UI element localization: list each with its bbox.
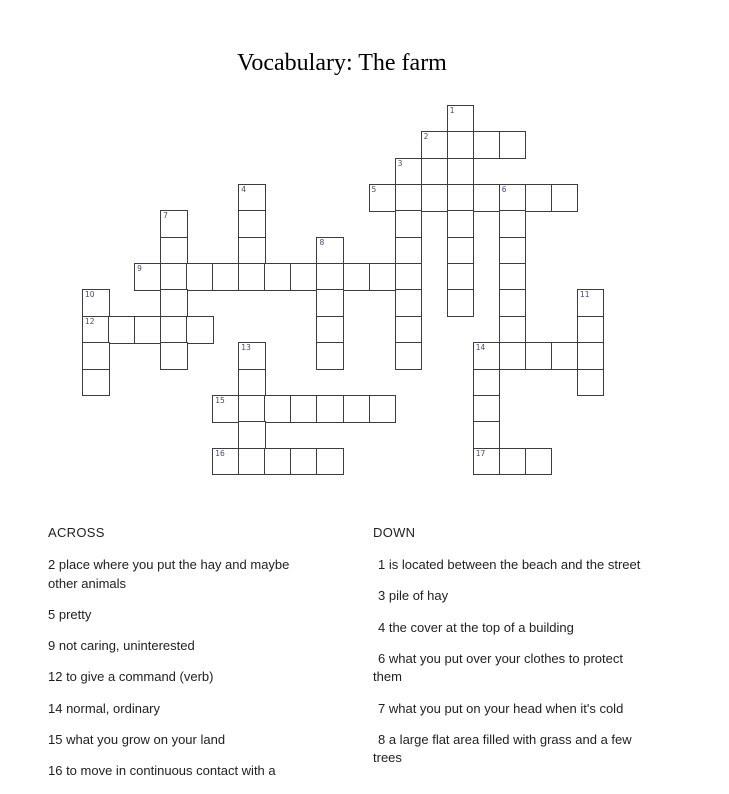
grid-cell[interactable] [499,289,527,317]
clue-item: 8 a large flat area filled with grass and a few trees [373,731,632,766]
grid-cell[interactable] [238,210,266,238]
grid-cell[interactable] [264,395,292,423]
grid-cell[interactable] [473,342,501,370]
cell-number: 12 [85,316,95,326]
grid-cell[interactable] [82,342,110,370]
clue-item: 12 to give a command (verb) [48,669,214,685]
grid-cell[interactable] [160,342,188,370]
grid-cell[interactable] [395,237,423,265]
clues-down-column [373,526,651,781]
grid-cell[interactable] [186,263,214,291]
grid-cell[interactable] [316,237,344,265]
grid-cell[interactable] [473,184,501,212]
grid-cell[interactable] [238,263,266,291]
grid-cell[interactable] [238,237,266,265]
grid-cell[interactable] [499,131,527,159]
grid-cell[interactable] [82,289,110,317]
grid-cell[interactable] [551,184,579,212]
cell-number: 6 [501,185,507,195]
cell-number: 14 [475,343,486,353]
grid-cell[interactable] [238,448,266,476]
grid-cell[interactable] [499,184,527,212]
grid-cell[interactable] [447,289,475,317]
down-heading: DOWN [373,525,416,540]
grid-cell[interactable] [447,237,475,265]
cell-number: 3 [397,158,403,168]
grid-cell[interactable] [82,316,110,344]
grid-cell[interactable] [551,342,579,370]
grid-cell[interactable] [473,448,501,476]
cell-number: 15 [215,395,225,405]
grid-cell[interactable] [160,237,188,265]
grid-cell[interactable] [160,210,188,238]
grid-cell[interactable] [395,184,423,212]
grid-cell[interactable] [82,369,110,397]
grid-cell[interactable] [134,263,162,291]
grid-cell[interactable] [473,131,501,159]
grid-cell[interactable] [316,342,344,370]
grid-cell[interactable] [238,395,266,423]
grid-cell[interactable] [447,131,475,159]
grid-cell[interactable] [316,448,344,476]
cell-number: 13 [241,343,251,353]
cell-number: 10 [85,290,95,300]
grid-cell[interactable] [290,448,318,476]
grid-cell[interactable] [395,342,423,370]
grid-cell[interactable] [499,316,527,344]
grid-cell[interactable] [290,395,318,423]
grid-cell[interactable] [577,342,605,370]
grid-cell[interactable] [238,184,266,212]
clue-item: 3 pile of hay [378,588,449,604]
grid-cell[interactable] [238,421,266,449]
cell-number: 8 [319,237,325,247]
grid-cell[interactable] [447,158,475,186]
clue-item: 6 what you put over your clothes to protect them [373,650,623,685]
grid-cell[interactable] [395,289,423,317]
grid-cell[interactable] [499,448,527,476]
clue-item: 15 what you grow on your land [48,731,226,747]
cell-number: 2 [423,132,429,142]
grid-cell[interactable] [473,369,501,397]
cell-number: 1 [449,106,455,115]
grid-cell[interactable] [473,421,501,449]
grid-cell[interactable] [343,263,371,291]
cell-number: 4 [241,185,247,195]
clue-item: 9 not caring, uninterested [48,638,195,654]
grid-cell[interactable] [316,263,344,291]
grid-cell[interactable] [160,263,188,291]
grid-cell[interactable] [395,210,423,238]
grid-cell[interactable] [369,184,397,212]
grid-cell[interactable] [447,184,475,212]
cell-number: 17 [475,448,486,458]
clue-item: 16 to move in continuous contact with a [48,763,276,779]
down-clue-list [373,556,651,768]
clue-item: 4 the cover at the top of a building [378,619,574,635]
grid-cell[interactable] [212,263,240,291]
grid-cell[interactable] [577,316,605,344]
cell-number: 7 [163,211,168,221]
clue-item: 7 what you put on your head when it's cold [378,700,624,716]
grid-cell[interactable] [108,316,136,344]
grid-cell[interactable] [447,263,475,291]
grid-cell[interactable] [577,369,605,397]
grid-cell[interactable] [577,289,605,317]
grid-cell[interactable] [316,289,344,317]
grid-cell[interactable] [316,395,344,423]
grid-cell[interactable] [369,263,397,291]
clue-item: 5 pretty [48,606,92,622]
clue-item: 1 is located between the beach and the street [378,557,641,572]
clue-item: 14 normal, ordinary [48,700,160,716]
grid-cell[interactable] [421,184,449,212]
grid-cell[interactable] [369,395,397,423]
cell-number: 11 [579,290,590,300]
cell-number: 16 [215,448,225,458]
cell-number: 9 [137,264,142,274]
grid-cell[interactable] [421,131,449,159]
grid-cell[interactable] [447,105,475,133]
grid-cell[interactable] [212,448,240,476]
across-heading: ACROSS [48,525,105,540]
grid-cell[interactable] [238,342,266,370]
grid-cell[interactable] [447,210,475,238]
grid-cell[interactable] [212,395,240,423]
clues-across-column [48,526,310,794]
puzzle-title: Vocabulary: The farm [237,50,447,76]
grid-cell[interactable] [395,263,423,291]
grid-cell[interactable] [499,210,527,238]
grid-cell[interactable] [264,448,292,476]
grid-cell[interactable] [160,289,188,317]
grid-cell[interactable] [395,316,423,344]
grid-cell[interactable] [525,448,553,476]
grid-cell[interactable] [525,184,553,212]
cell-number: 5 [371,185,377,195]
grid-cell[interactable] [264,263,292,291]
clue-item: 2 place where you put the hay and maybe other animals [48,557,290,591]
grid-cell[interactable] [499,263,527,291]
grid-cell[interactable] [316,316,344,344]
grid-cell[interactable] [499,342,527,370]
grid-cell[interactable] [499,237,527,265]
grid-cell[interactable] [343,395,371,423]
across-clue-list [48,556,310,781]
grid-cell[interactable] [395,158,423,186]
grid-cell[interactable] [525,342,553,370]
grid-cell[interactable] [238,369,266,397]
grid-cell[interactable] [290,263,318,291]
grid-cell[interactable] [186,316,214,344]
grid-cell[interactable] [473,395,501,423]
grid-cell[interactable] [134,316,162,344]
grid-cell[interactable] [160,316,188,344]
